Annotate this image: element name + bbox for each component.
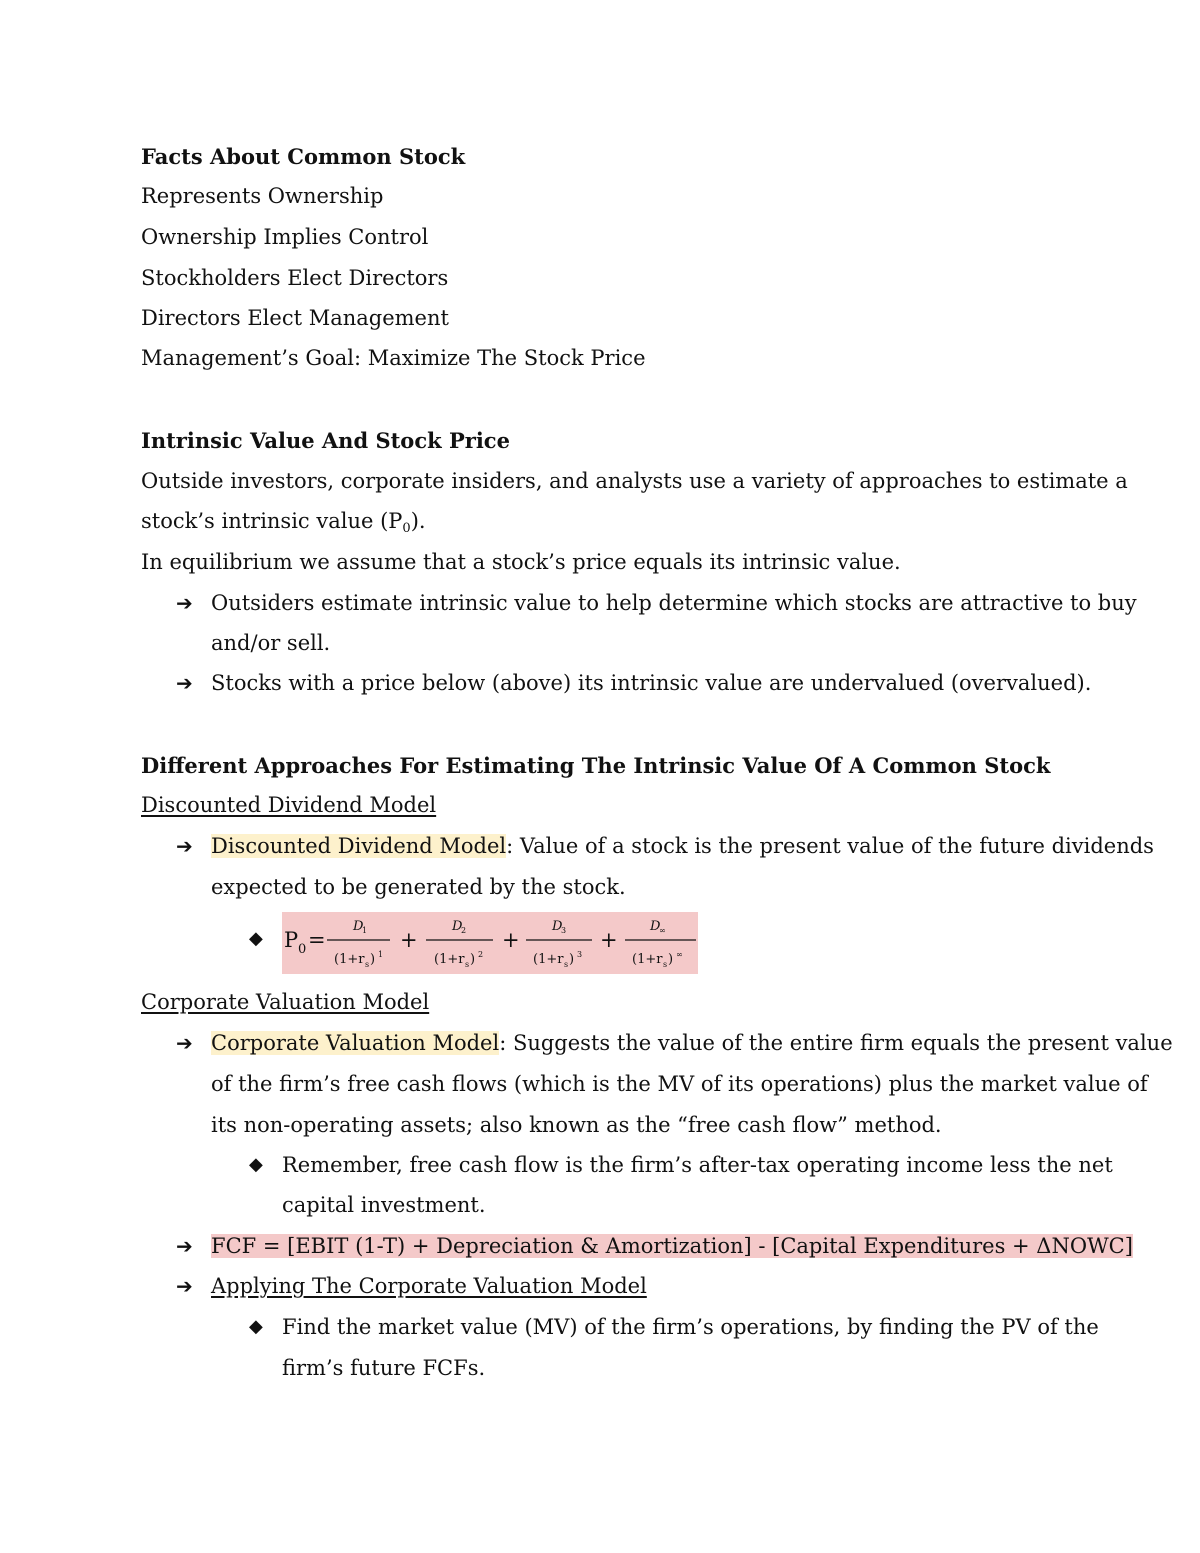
bullet-stocks-price: Stocks with a price below (above) its intrinsic value are undervalued (overvalued). <box>211 671 1092 695</box>
heading-facts: Facts About Common Stock <box>141 144 466 169</box>
formula-plus: + <box>502 928 520 952</box>
formula-num: D <box>552 919 563 934</box>
arrow-bullet-icon: ➔ <box>176 591 193 615</box>
ddm-formula <box>282 912 698 974</box>
diamond-bullet-icon: ◆ <box>249 928 263 949</box>
fcf-note-line2: capital investment. <box>282 1193 486 1217</box>
formula-plus: + <box>600 928 618 952</box>
subheading-cvm: Corporate Valuation Model <box>141 990 430 1014</box>
arrow-bullet-icon: ➔ <box>176 1234 193 1258</box>
diamond-bullet-icon: ◆ <box>249 1154 263 1175</box>
ddm-definition-line2: expected to be generated by the stock. <box>211 875 626 899</box>
applying-cvm-subheading: Applying The Corporate Valuation Model <box>211 1274 647 1298</box>
heading-approaches: Different Approaches For Estimating The Intrinsic Value Of A Common Stock <box>141 753 1051 778</box>
formula-equals: = <box>308 928 326 952</box>
formula-den-exp: ∞ <box>676 950 683 959</box>
formula-den-exp: 3 <box>577 950 583 959</box>
formula-lhs: P <box>284 928 299 952</box>
fact-line: Management’s Goal: Maximize The Stock Price <box>141 346 646 370</box>
fcf-formula <box>211 1236 1133 1257</box>
fcf-note-line1: Remember, free cash flow is the firm’s after-tax operating income less the net <box>282 1153 1113 1177</box>
formula-num: D <box>650 919 661 934</box>
formula-num-sub: 1 <box>362 926 368 935</box>
formula-den: (1+r <box>434 952 465 967</box>
bullet-outsiders-line1: Outsiders estimate intrinsic value to help determine which stocks are attractive to buy <box>211 591 1137 615</box>
arrow-bullet-icon: ➔ <box>176 1031 193 1055</box>
formula-den: (1+r <box>533 952 564 967</box>
diamond-bullet-icon: ◆ <box>249 1316 263 1337</box>
formula-den: (1+r <box>334 952 365 967</box>
intrinsic-para1-line2: stock’s intrinsic value $(P_0)$. <box>141 509 426 536</box>
formula-den-close: ) <box>370 952 376 967</box>
subheading-ddm: Discounted Dividend Model <box>141 793 437 817</box>
ddm-definition-line1: Discounted Dividend Model: Value of a stock is the present value of the future dividends <box>211 834 1154 858</box>
heading-intrinsic: Intrinsic Value And Stock Price <box>141 428 510 453</box>
fact-line: Represents Ownership <box>141 184 384 208</box>
cvm-definition-line3: its non-operating assets; also known as the “free cash flow” method. <box>211 1113 942 1137</box>
intrinsic-para2: In equilibrium we assume that a stock’s price equals its intrinsic value. <box>141 550 901 574</box>
formula-lhs-sub: 0 <box>298 942 307 957</box>
formula-den-exp: 2 <box>478 950 484 959</box>
formula-den-sub: s <box>564 960 569 969</box>
formula-den: (1+r <box>632 952 663 967</box>
intrinsic-para1-line1: Outside investors, corporate insiders, and analysts use a variety of approaches to estimate a <box>141 469 1128 493</box>
fact-line: Ownership Implies Control <box>141 225 429 249</box>
formula-den-close: ) <box>470 952 476 967</box>
cvm-definition-line2: of the firm’s free cash flows (which is the MV of its operations) plus the market value of <box>211 1072 1148 1096</box>
cvm-definition-line1: Corporate Valuation Model: Suggests the value of the entire firm equals the present value <box>211 1031 1173 1055</box>
formula-num: D <box>353 919 364 934</box>
formula-num-sub: 3 <box>561 926 567 935</box>
formula-num-sub: ∞ <box>659 926 666 935</box>
formula-num: D <box>452 919 463 934</box>
arrow-bullet-icon: ➔ <box>176 834 193 858</box>
fcf-formula-highlight: FCF = [EBIT (1-T) + Depreciation & Amortization] - [Capital Expenditures + ΔNOWC] <box>211 1234 1133 1258</box>
fact-line: Directors Elect Management <box>141 306 449 330</box>
formula-den-sub: s <box>663 960 668 969</box>
formula-den-close: ) <box>569 952 575 967</box>
formula-num-sub: 2 <box>461 926 467 935</box>
arrow-bullet-icon: ➔ <box>176 1274 193 1298</box>
formula-den-exp: 1 <box>378 950 384 959</box>
ddm-term-highlight: Discounted Dividend Model <box>211 834 507 858</box>
cvm-term-highlight: Corporate Valuation Model <box>211 1031 500 1055</box>
arrow-bullet-icon: ➔ <box>176 671 193 695</box>
formula-den-close: ) <box>668 952 674 967</box>
bullet-outsiders-line2: and/or sell. <box>211 631 331 655</box>
formula-den-sub: s <box>365 960 370 969</box>
find-mv-line2: firm’s future FCFs. <box>282 1356 486 1380</box>
fact-line: Stockholders Elect Directors <box>141 266 449 290</box>
formula-plus: + <box>400 928 418 952</box>
formula-den-sub: s <box>465 960 470 969</box>
find-mv-line1: Find the market value (MV) of the firm’s operations, by finding the PV of the <box>282 1315 1099 1339</box>
